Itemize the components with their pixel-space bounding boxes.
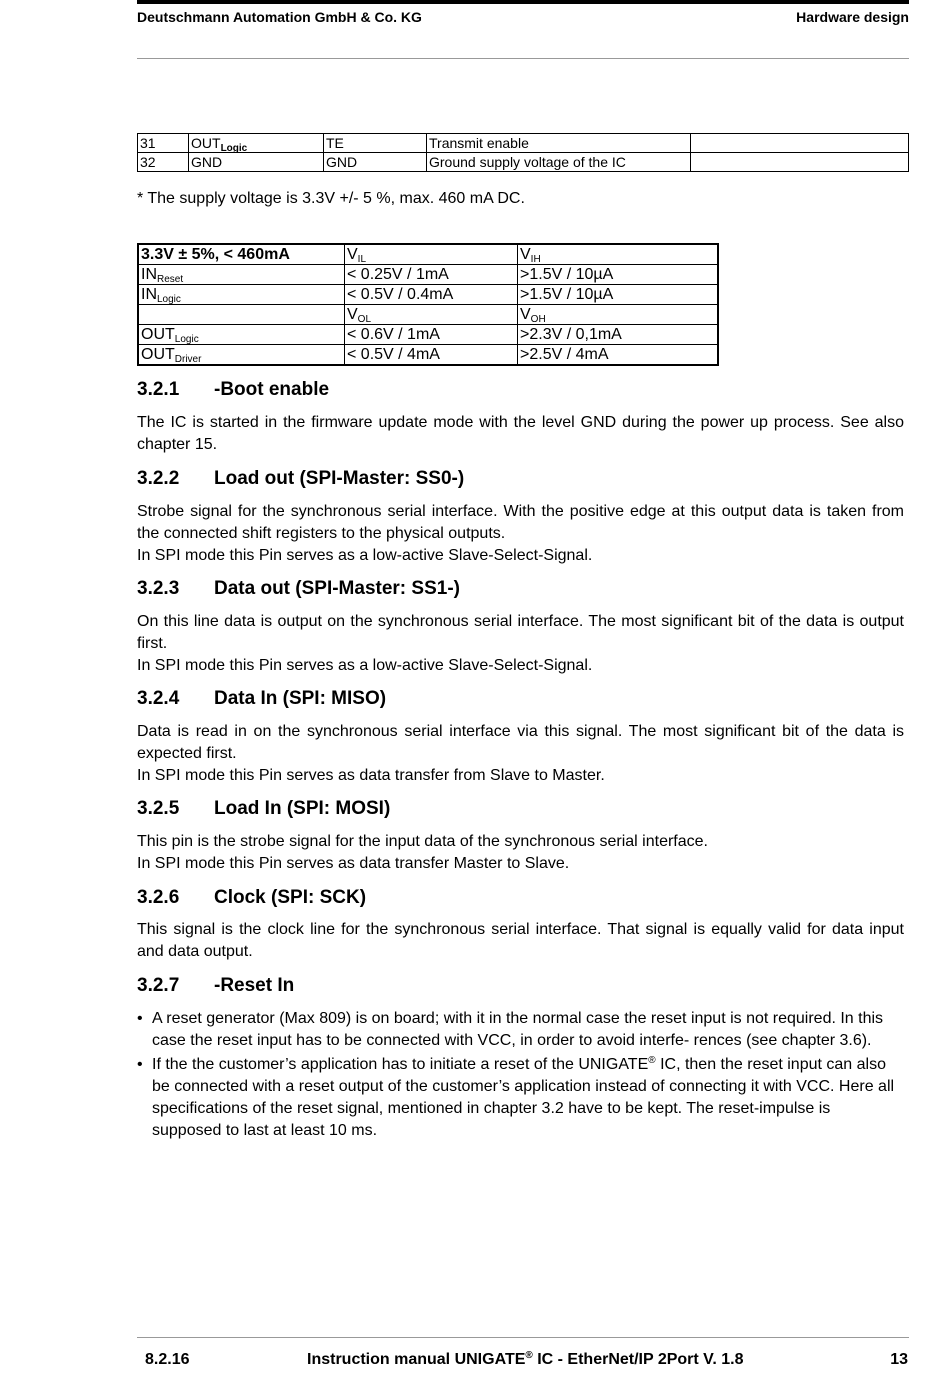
footer-rule — [137, 1337, 909, 1338]
table-cell: $IN_{Logic}$ — [138, 285, 345, 305]
table-header-cell: 3.3V ± 5%, < 460mA — [138, 244, 345, 265]
section-body-data-in: Data is read in on the synchronous serial interface via this signal. The most significant bit of the data is expected first. In SPI mode this Pin serves as data transfer from Slave to Master. — [137, 723, 904, 784]
header-rule-top — [137, 0, 909, 4]
table-cell: >2.5V / 4mA — [518, 345, 719, 366]
section-body-data-out: On this line data is output on the synchronous serial interface. The most significant bit of the data is output first. In SPI mode this Pin serves as a low-active Slave-Select-Signal. — [137, 613, 904, 674]
table-row — [138, 305, 718, 325]
section-body-clock: This signal is the clock line for the synchronous serial interface. That signal is equally valid for data input and data output. — [137, 921, 904, 960]
table-cell: >1.5V / 10µA — [518, 265, 719, 285]
table-row — [138, 325, 718, 345]
list-item: • A reset generator (Max 809) is on board; with it in the normal case the reset input is not required. In this case the reset input has to be connected with VCC, in order to avoid interfe- rences (see chapter 3.6). — [137, 1010, 884, 1049]
section-heading-data-in: 3.2.4 Data In (SPI: MISO) — [137, 688, 387, 709]
section-body-boot-enable: The IC is started in the firmware update mode with the level GND during the power up process. See also chapter 15. — [137, 414, 904, 453]
pin-extra — [691, 153, 909, 172]
table-cell: $V_{OH}$ — [518, 305, 719, 325]
table-row — [138, 153, 909, 172]
table-cell — [138, 305, 345, 325]
pin-name: $OUT_{Logic}$ — [189, 134, 324, 153]
header-rule-bottom — [137, 58, 909, 59]
section-heading-load-in: 3.2.5 Load In (SPI: MOSI) — [137, 798, 391, 819]
header-section: Hardware design — [796, 9, 909, 25]
pin-number: 31 — [138, 134, 189, 153]
pin-name: GND — [189, 153, 324, 172]
table-cell: $V_{OL}$ — [345, 305, 518, 325]
table-row — [138, 134, 909, 153]
pin-signal: TE — [324, 134, 427, 153]
table-header-cell: $V_{IL}$ — [345, 244, 518, 265]
table-cell: < 0.5V / 0.4mA — [345, 285, 518, 305]
section-heading-load-out: 3.2.2 Load out (SPI-Master: SS0-) — [137, 468, 465, 489]
pin-assignment-table — [137, 133, 909, 172]
bullet-icon: • — [137, 1056, 143, 1073]
footer-page-number: 13 — [890, 1351, 908, 1368]
section-body-load-in: This pin is the strobe signal for the input data of the synchronous serial interface. In SPI mode this Pin serves as data transfer Master to Slave. — [137, 833, 708, 872]
section-heading-boot-enable: 3.2.1 -Boot enable — [137, 379, 330, 400]
list-item: • If the the customer’s application has to initiate a reset of the UNIGATE® IC, then the reset input can also be connected with a reset output of the customer’s application instead of connecting it with VCC. Here all specifications of the reset signal, mentioned in chapter 3.2 have to be kept. The reset-impulse is supposed to last at least 10 ms. — [137, 1055, 895, 1139]
table-cell: < 0.5V / 4mA — [345, 345, 518, 366]
table-row — [138, 244, 718, 265]
pin-number: 32 — [138, 153, 189, 172]
section-heading-clock: 3.2.6 Clock (SPI: SCK) — [137, 887, 367, 908]
pin-description: Ground supply voltage of the IC — [427, 153, 691, 172]
table-cell: < 0.25V / 1mA — [345, 265, 518, 285]
table-cell: >1.5V / 10µA — [518, 285, 719, 305]
table-row — [138, 265, 718, 285]
table-cell: $IN_{Reset}$ — [138, 265, 345, 285]
reset-bullet-list — [137, 1008, 904, 1144]
pin-description: Transmit enable — [427, 134, 691, 153]
bullet-icon: • — [137, 1010, 143, 1027]
table-cell: $OUT_{Logic}$ — [138, 325, 345, 345]
voltage-levels-table — [137, 243, 719, 366]
section-body-load-out: Strobe signal for the synchronous serial interface. With the positive edge at this output data is taken from the connected shift registers to the physical outputs. In SPI mode this Pin serves as a low-active Slave-Select-Signal. — [137, 503, 904, 564]
footer-document-title: Instruction manual UNIGATE® IC - EtherNet/IP 2Port V. 1.8 — [307, 1350, 744, 1368]
supply-note: * The supply voltage is 3.3V +/- 5 %, max. 460 mA DC. — [137, 190, 525, 207]
table-cell: >2.3V / 0,1mA — [518, 325, 719, 345]
table-row — [138, 285, 718, 305]
section-heading-data-out: 3.2.3 Data out (SPI-Master: SS1-) — [137, 578, 460, 599]
table-header-cell: $V_{IH}$ — [518, 244, 719, 265]
pin-extra — [691, 134, 909, 153]
section-heading-reset-in: 3.2.7 -Reset In — [137, 975, 295, 996]
table-row — [138, 345, 718, 366]
header-company: Deutschmann Automation GmbH & Co. KG — [137, 9, 422, 25]
table-cell: $OUT_{Driver}$ — [138, 345, 345, 366]
footer-date: 8.2.16 — [145, 1351, 190, 1368]
table-cell: < 0.6V / 1mA — [345, 325, 518, 345]
pin-signal: GND — [324, 153, 427, 172]
